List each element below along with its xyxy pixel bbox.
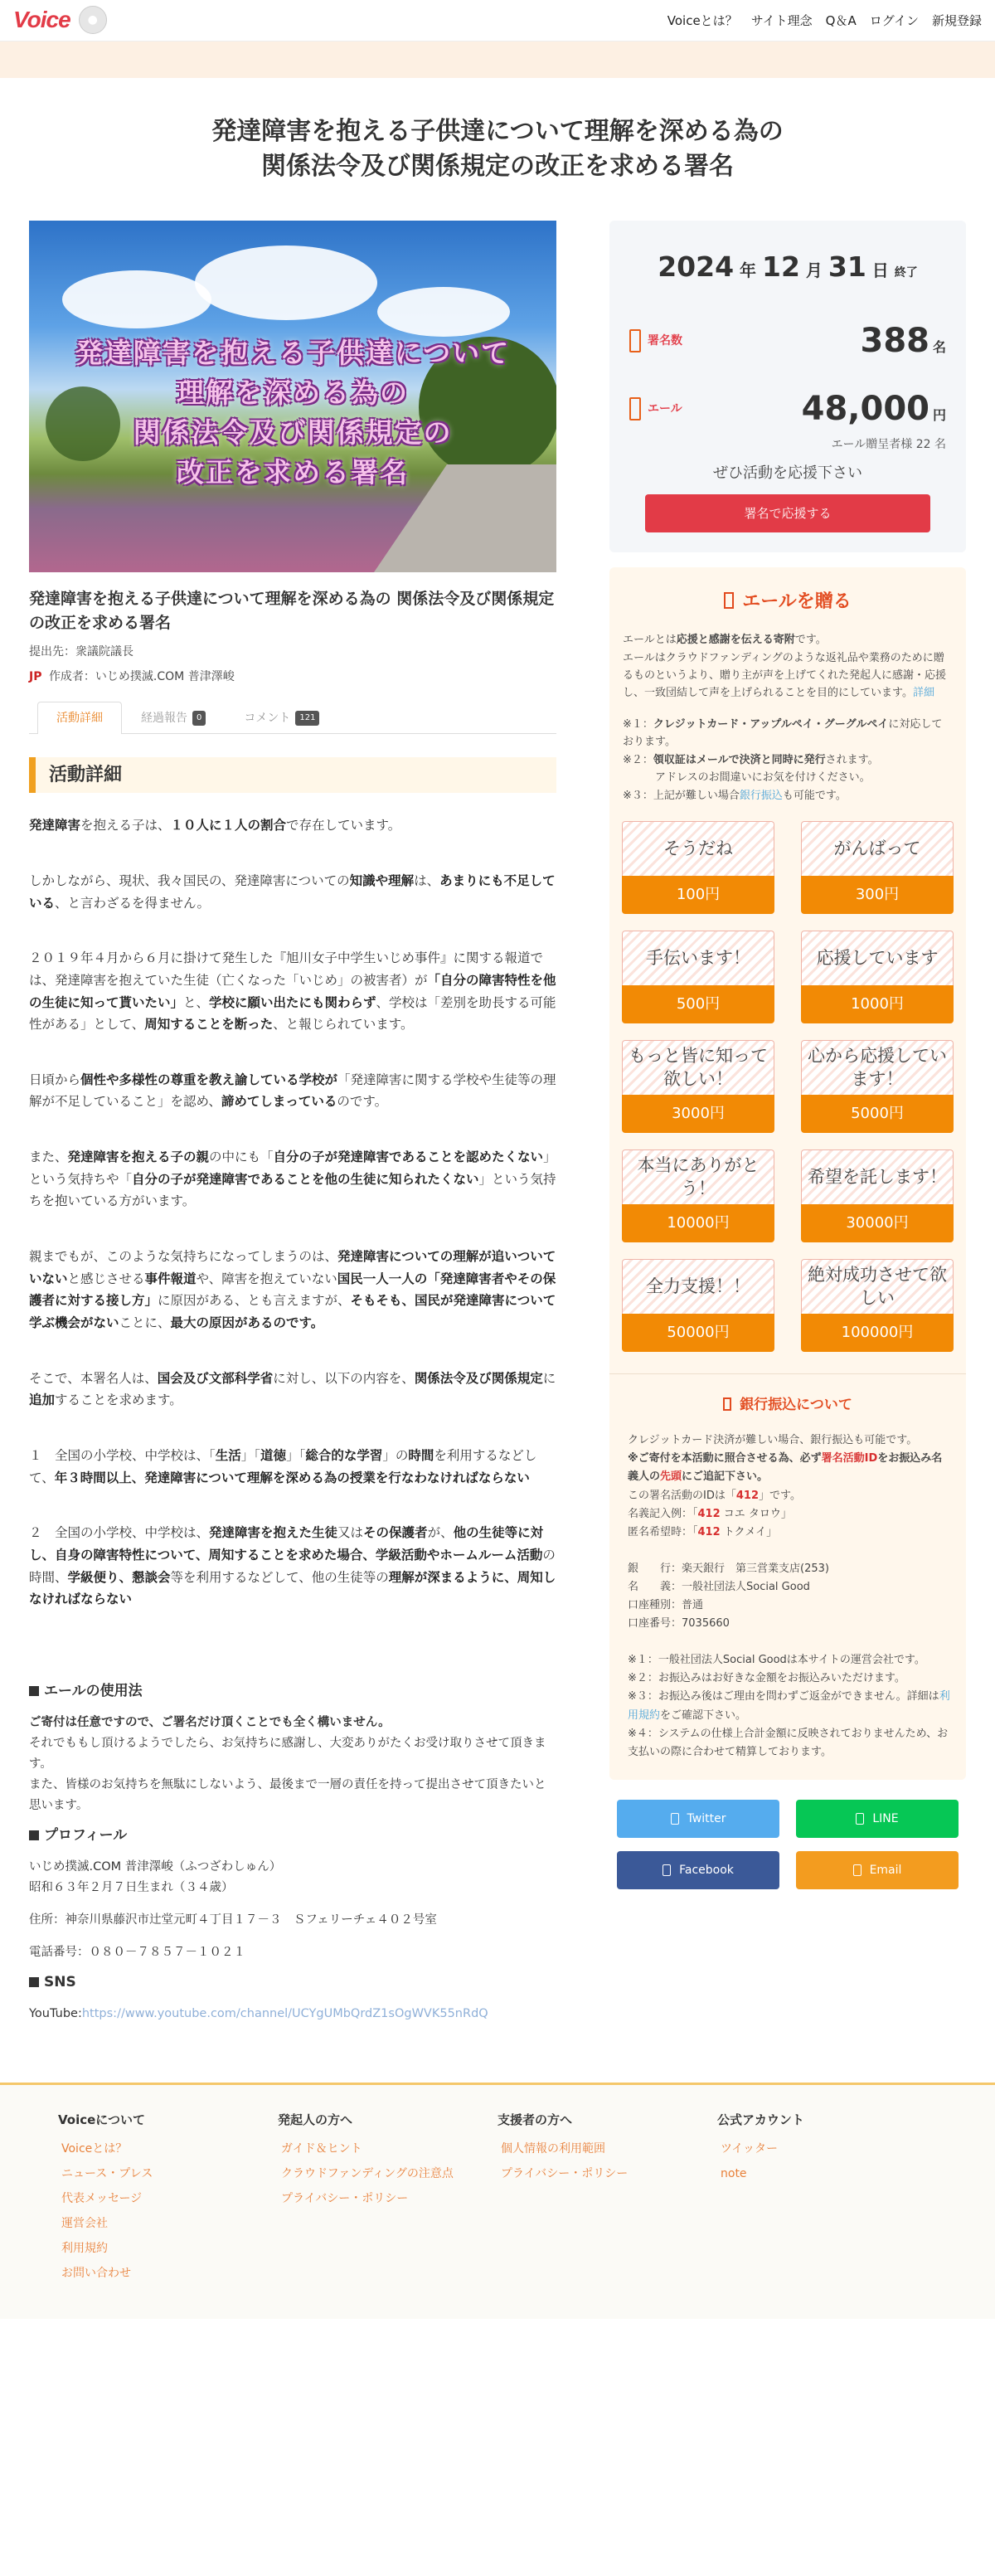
site-header (0, 0, 995, 41)
bank-title: 銀行振込について (623, 1394, 953, 1417)
nav-philosophy[interactable]: サイト理念 (750, 12, 813, 28)
yell-detail-link[interactable]: 詳細 (912, 687, 934, 700)
gift-1000[interactable]: 応援しています 1000円 (801, 931, 954, 1023)
recipient: 提出先：衆議院議長 (29, 644, 133, 659)
hero-caption: 発達障害を抱える子供達について 理解を深める為の 関係法令及び関係規定の 改正を求める署名 (75, 337, 511, 488)
body-paragraph-5: また、発達障害を抱える子の親の中にも「自分の子が発達障害であることを認めたくない」という気持ちや「自分の子が発達障害であることを他の生徒に知られたくない」という気持ちを抱いている方がいます。 (29, 1149, 556, 1209)
body-paragraph-4: 日頃から個性や多様性の尊重を教え諭している学校が「発達障害に関する学校や生徒等の理解が不足していること」を認め、諦めてしまっているのです。 (29, 1072, 556, 1110)
footer-link[interactable]: note (721, 2167, 747, 2181)
divider (609, 1373, 966, 1374)
donor-count: エール贈呈者様 22 名 (831, 437, 946, 451)
facebook-icon (663, 1864, 671, 1876)
main-nav (667, 11, 982, 31)
share-line-button[interactable]: LINE (796, 1800, 959, 1838)
terms-link[interactable]: 利用規約 (628, 1690, 950, 1722)
body-paragraph-9: ２ 全国の小学校、中学校は、発達障害を抱えた生徒又はその保護者が、他の生徒等に対し、自身の障害特性について、周知することを求めた場合、学級活動やホームルーム活動の時間、学級便り、懇談会等を利用するなどして、他の生徒等の理解が深まるように、周知しなければならない (29, 1525, 556, 1607)
tab-details[interactable]: 活動詳細 (37, 702, 122, 734)
email-icon (853, 1864, 862, 1876)
body-paragraph-8: １ 全国の小学校、中学校は、「生活」「道徳」「総合的な学習」の時間を利用するなどして、年３時間以上、発達障害について理解を深める為の授業を行なわなければならない (29, 1448, 537, 1485)
hero-image (29, 221, 556, 572)
yell-title: エールを贈る (623, 587, 953, 616)
footer-col-about: Voiceについて Voiceとは？ ニュース・プレス 代表メッセージ 運営会社 利用規約 お問い合わせ (58, 2110, 278, 2287)
footer-col-official: 公式アカウント ツイッター note (717, 2110, 937, 2287)
signature-count: 388 (860, 321, 929, 360)
line-icon (856, 1813, 864, 1825)
sign-button[interactable]: 署名で応援する (645, 494, 930, 532)
nav-about[interactable]: Voiceとは？ (667, 12, 738, 28)
usage-text: ご寄付は任意ですので、ご署名だけ頂くことでも全く構いません。 それでももし頂けるようでしたら、お気持ちに感謝し、大変ありがたくお受け取りさせて頂きます。 また、皆様のお気持ちを無駄にしないよう、最後まで一層の責任を持って提出させて頂きたいと思います。 (29, 1716, 546, 1812)
share-email-button[interactable]: Email (796, 1851, 959, 1889)
progress-count-badge: 0 (192, 711, 206, 726)
yell-description: エールとは応援と感謝を伝える寄附です。 エールはクラウドファンディングのような返礼品や業務のために贈るものというより、贈り主が声を上げてくれた発起人に感謝・応援し、一致団結して声を上げられることを目的にしています。詳細 (623, 634, 947, 700)
footer-link[interactable]: Voiceとは？ (61, 2141, 128, 2156)
footer-link[interactable]: お問い合わせ (61, 2267, 131, 2281)
top-banner-strip (0, 41, 995, 78)
page-title (124, 114, 871, 184)
body-paragraph-7: そこで、本署名人は、国会及び文部科学省に対し、以下の内容を、関係法令及び関係規定に追加することを求めます。 (29, 1370, 556, 1408)
gift-500[interactable]: 手伝います！ 500円 (622, 931, 774, 1023)
footer-link[interactable]: プライバシー・ポリシー (281, 2192, 409, 2206)
gift-300[interactable]: がんばって 300円 (801, 821, 954, 914)
footer-link[interactable]: プライバシー・ポリシー (501, 2167, 629, 2181)
site-footer (0, 2083, 995, 2320)
footer-col-initiators: 発起人の方へ ガイド＆ヒント クラウドファンディングの注意点 プライバシー・ポリシー (278, 2110, 498, 2287)
profile-text: いじめ撲滅.COM 普津澤峻（ふつざわしゅん） 昭和６３年２月７日生まれ（３４歳） 住所：神奈川県藤沢市辻堂元町４丁目１７－３ Ｓフェリーチェ４０２号室 電話番号：０８０－７８５７－１０２１ (29, 1860, 437, 1959)
nav-signup[interactable]: 新規登録 (931, 12, 982, 28)
campaign-subtitle: 発達障害を抱える子供達について理解を深める為の 関係法令及び関係規定の改正を求める署名 (29, 590, 555, 633)
footer-link[interactable]: 個人情報の利用範囲 (501, 2141, 605, 2156)
yell-amount-row: エール 48,000 円 (629, 382, 946, 435)
youtube-link[interactable]: https://www.youtube.com/channel/UCYgUMbQrdZ1sOgWVK55nRdQ (81, 2006, 488, 2020)
logo-area (13, 2, 107, 39)
gift-50000[interactable]: 全力支援！！ 50000円 (622, 1259, 774, 1352)
detail-tabs (29, 702, 556, 734)
tab-progress[interactable]: 経過報告 0 (122, 702, 225, 734)
page-title-line1: 発達障害を抱える子供達について理解を深める為の (211, 117, 784, 146)
bank-transfer-link[interactable]: 銀行振込 (739, 789, 783, 802)
share-twitter-button[interactable]: Twitter (617, 1800, 779, 1838)
footer-link[interactable]: 利用規約 (61, 2242, 108, 2256)
gift-5000[interactable]: 心から応援しています！ 5000円 (801, 1040, 954, 1133)
voice-logo[interactable]: Voice (13, 7, 70, 33)
gift-100[interactable]: そうだね 100円 (622, 821, 774, 914)
left-column (29, 221, 556, 2024)
gift-100000[interactable]: 絶対成功させて欲しい 100000円 (801, 1259, 954, 1352)
footer-link[interactable]: ニュース・プレス (61, 2167, 153, 2181)
footer-link[interactable]: 運営会社 (61, 2217, 108, 2231)
footer-col-supporters: 支援者の方へ 個人情報の利用範囲 プライバシー・ポリシー (498, 2110, 717, 2287)
sns-line: YouTube:https://www.youtube.com/channel/UCYgUMbQrdZ1sOgWVK55nRdQ (29, 2006, 488, 2020)
signature-count-row: 署名数 388 名 (629, 314, 946, 367)
sns-title: SNS (29, 1971, 556, 1994)
page-title-line2: 関係法令及び関係規定の改正を求める署名 (261, 152, 734, 181)
cheer-text: ぜひ活動を応援下さい (713, 464, 862, 483)
section-title: 活動詳細 (29, 757, 556, 793)
signature-icon (629, 329, 641, 352)
yell-amount: 48,000 (801, 389, 929, 428)
footer-link[interactable]: ガイド＆ヒント (281, 2141, 362, 2156)
tab-comments[interactable]: コメント 121 (225, 702, 338, 734)
right-column (609, 221, 966, 2024)
bank-icon (723, 1397, 731, 1411)
body-paragraph-2: しかしながら、現状、我々国民の、発達障害についての知識や理解は、あまりにも不足している、と言わざるを得ません。 (29, 872, 556, 911)
gift-grid (623, 821, 953, 1352)
body-paragraph-6: 親までもが、このような気持ちになってしまうのは、発達障害についての理解が追いついていないと感じさせる事件報道や、障害を抱えていない国民一人一人の「発達障害者やその保護者に対する接し方」に原因がある、とも言えますが、そもそも、国民が発達障害について学ぶ機会がないことに、最大の原因があるのです。 (29, 1249, 556, 1331)
avatar-placeholder-icon[interactable]: ● (79, 6, 107, 34)
twitter-icon (671, 1813, 679, 1825)
nav-login[interactable]: ログイン (869, 12, 919, 28)
gift-10000[interactable]: 本当にありがとう！ 10000円 (622, 1149, 774, 1242)
main-container (29, 221, 966, 2024)
gift-3000[interactable]: もっと皆に知って欲しい！ 3000円 (622, 1040, 774, 1133)
body-paragraph-1: 発達障害を抱える子は、１０人に１人の割合で存在しています。 (29, 818, 401, 834)
gift-icon (724, 592, 734, 609)
footer-link[interactable]: 代表メッセージ (61, 2192, 143, 2206)
footer-link[interactable]: ツイッター (721, 2141, 779, 2156)
campaign-body (29, 814, 556, 1611)
bank-info: クレジットカード決済が難しい場合、銀行振込も可能です。 ※ご寄付を本活動に照合させる為、必ず署名活動IDをお振込み名義人の先頭にご追記下さい。 この署名活動のIDは「412」です。 名義記入例：「412 コエ タロウ」 匿名希望時：「412 トクメイ」 銀 行：楽天銀行 第三営業支店(253) 名 義：一般社団法人Social Good 口座種別：普通 口座番号：7035660 ※１：一般社団法人Social Goodは本サイトの運営会社です。 ※２：お振込みはお好きな金額をお振込みいただけます。 ※３：お振込み後はご理由を問わずご返金ができません。詳細は利用規約をご確認下さい。 ※４：システムの仕様上合計金額に反映されておりませんため、お支払いの際に合わせて精算しております。 (628, 1434, 950, 1758)
deadline: 2024 年 12 月 31 日 終了 (658, 250, 918, 283)
share-facebook-button[interactable]: Facebook (617, 1851, 779, 1889)
nav-qa[interactable]: Q＆A (825, 12, 857, 28)
yell-box (609, 567, 966, 1780)
author-name[interactable]: 作成者：いじめ撲滅.COM 普津澤峻 (48, 670, 235, 684)
comment-count-badge: 121 (295, 711, 319, 726)
yell-icon (629, 397, 641, 420)
share-buttons (609, 1800, 966, 1889)
stats-box (609, 221, 966, 552)
body-paragraph-3: ２０１９年４月から６月に掛けて発生した『旭川女子中学生いじめ事件』に関する報道では、発達障害を抱えていた生徒（亡くなった「いじめ」の被害者）が「自分の障害特性を他の生徒に知って貰いたい」と、学校に願い出たにも関わらず、学校は「差別を助長する可能性がある」として、周知することを断った、と報じられています。 (29, 950, 556, 1033)
author-line (29, 668, 556, 686)
gift-30000[interactable]: 希望を託します！ 30000円 (801, 1149, 954, 1242)
footer-columns (58, 2110, 937, 2287)
japan-flag-icon: JP (29, 670, 42, 684)
footer-link[interactable]: クラウドファンディングの注意点 (281, 2167, 454, 2181)
yell-notes: ※１：クレジットカード・アップルペイ・グーグルペイに対応しております。 ※２：領収証はメールで決済と同時に発行されます。 アドレスのお間違いにお気を付けください。 ※３：上記が難しい場合銀行振込も可能です。 (623, 717, 943, 802)
profile-title: プロフィール (29, 1825, 556, 1847)
usage-title: エールの使用法 (29, 1680, 556, 1703)
